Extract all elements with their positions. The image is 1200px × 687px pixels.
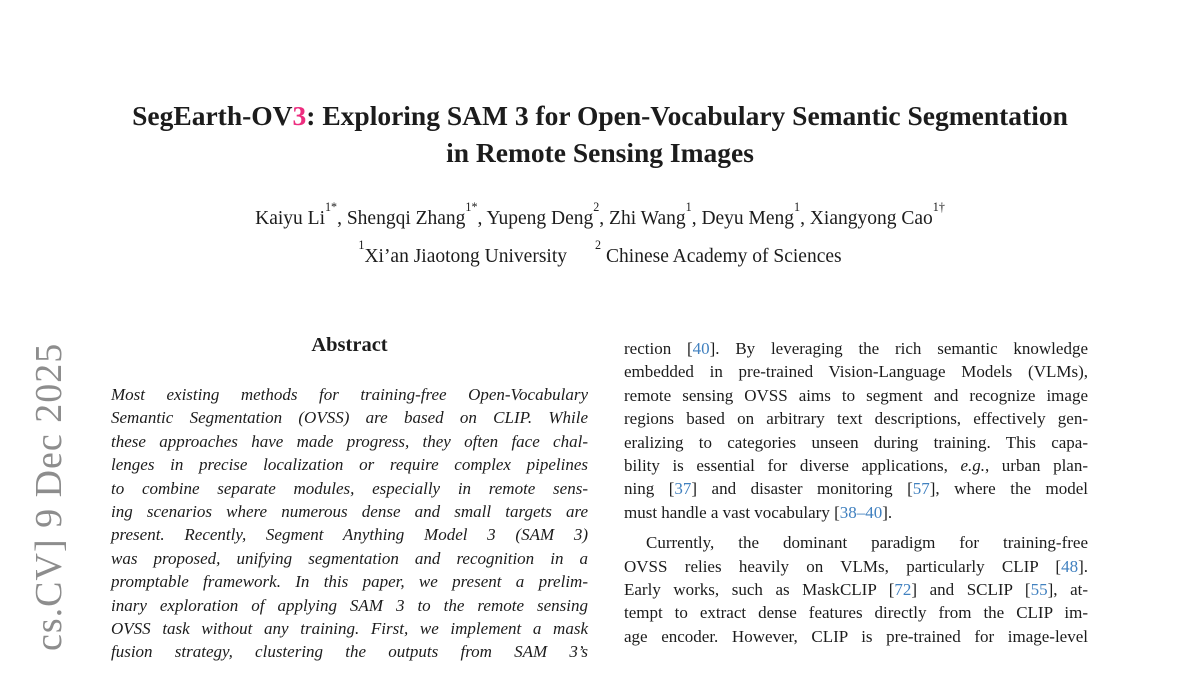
author-name: Shengqi Zhang: [346, 208, 466, 229]
text-line: [624, 625, 1088, 648]
text-line: [624, 384, 1088, 407]
text-segment: age encoder. However, CLIP is pre-trained for image-level: [624, 626, 1088, 646]
author-sup: 2: [593, 200, 600, 215]
text-segment: e.g.: [960, 455, 985, 475]
author-sep: ,: [800, 208, 810, 229]
author-sep: ,: [477, 208, 487, 229]
text-segment: ], where the model: [929, 479, 1088, 499]
citation-link[interactable]: 48: [1061, 556, 1079, 576]
citation-link[interactable]: 55: [1030, 579, 1048, 599]
citation-link[interactable]: 40: [692, 339, 710, 358]
intro-paragraph-1: [624, 337, 1088, 524]
author: [346, 200, 487, 229]
author-sep: ,: [337, 208, 347, 229]
text-line: [624, 578, 1088, 601]
title-text-pre: SegEarth-OV: [132, 100, 293, 131]
text-segment: ing scenarios where numerous dense and small targets are: [111, 501, 588, 521]
text-line: [624, 360, 1088, 383]
text-segment: eralizing to categories unseen during training. This capa-: [624, 432, 1088, 452]
author-name: Kaiyu Li: [255, 208, 325, 229]
citation-link[interactable]: 72: [894, 579, 912, 599]
text-segment: fusion strategy, clustering the outputs from SAM 3’s: [111, 642, 588, 662]
abstract-text: [111, 383, 588, 664]
text-line: [624, 337, 1088, 360]
affiliation: [595, 238, 842, 267]
author: [609, 200, 702, 229]
text-segment: Currently, the dominant paradigm for training-free: [646, 533, 1088, 553]
author-sup: 1: [685, 200, 692, 215]
text-line: [111, 617, 588, 640]
text-line: [111, 453, 588, 476]
citation-link[interactable]: 38–40: [839, 502, 883, 522]
text-segment: was proposed, unifying segmentation and recognition in a: [111, 548, 588, 568]
text-segment: ], at-: [1047, 579, 1089, 599]
text-segment: tempt to extract dense features directly from the CLIP im-: [624, 603, 1088, 623]
text-line: [111, 547, 588, 570]
text-line: [624, 555, 1088, 578]
title-text-post: : Exploring SAM 3 for Open-Vocabulary Semantic Segmentation: [306, 100, 1068, 131]
title-accent-3: 3: [292, 100, 307, 131]
text-segment: ].: [1078, 556, 1088, 576]
affiliation-name: Xi’an Jiaotong University: [364, 246, 567, 267]
author: [701, 200, 810, 229]
author-list: [0, 200, 1200, 232]
author-name: Yupeng Deng: [486, 208, 594, 229]
title-line-1: [0, 97, 1200, 134]
paper-title: [0, 97, 1200, 171]
author-name: Deyu Meng: [701, 208, 795, 229]
citation-link[interactable]: 37: [674, 479, 692, 499]
intro-paragraph-2: [624, 531, 1088, 648]
text-line: [111, 430, 588, 453]
text-line: [111, 383, 588, 406]
affiliation-list: [0, 238, 1200, 270]
text-segment: lenges in precise localization or require complex pipelines: [111, 455, 588, 475]
text-line: [624, 454, 1088, 477]
affiliation-sup: 2: [595, 238, 602, 253]
text-segment: promptable framework. In this paper, we present a prelim-: [111, 572, 588, 592]
affiliation-name: Chinese Academy of Sciences: [606, 246, 842, 267]
text-line: [111, 500, 588, 523]
author-sup: 1†: [932, 200, 945, 215]
author-sep: ,: [691, 208, 702, 229]
author: [809, 200, 945, 229]
author-name: Xiangyong Cao: [809, 208, 933, 229]
text-segment: OVSS relies heavily on VLMs, particularly CLIP [: [624, 556, 1062, 576]
intro-column: [624, 337, 1088, 648]
text-line: [624, 431, 1088, 454]
author-sup: 1*: [465, 200, 478, 215]
title-line-2: in Remote Sensing Images: [446, 137, 754, 168]
text-segment: to combine separate modules, especially in remote sens-: [111, 478, 588, 498]
arxiv-watermark: cs.CV] 9 Dec 2025: [28, 342, 70, 651]
text-line: [111, 594, 588, 617]
text-segment: ning [: [624, 479, 675, 499]
text-segment: embedded in pre-trained Vision-Language Models (VLMs),: [624, 362, 1088, 382]
text-segment: bility is essential for diverse applications,: [624, 455, 961, 475]
text-segment: OVSS task without any training. First, we implement a mask: [111, 618, 588, 638]
text-segment: Most existing methods for training-free Open-Vocabulary: [111, 385, 588, 404]
text-segment: must handle a vast vocabulary [: [624, 502, 840, 522]
text-line: [624, 531, 1088, 554]
text-line: [111, 477, 588, 500]
author-sup: 1*: [324, 200, 338, 215]
text-segment: regions based on arbitrary text descriptions, effectively gen-: [624, 409, 1088, 429]
affiliation: [358, 238, 567, 267]
text-segment: Semantic Segmentation (OVSS) are based on CLIP. While: [111, 408, 588, 428]
text-line: [111, 523, 588, 546]
text-line: [624, 407, 1088, 430]
text-segment: ]. By leveraging the rich semantic knowledge: [709, 339, 1088, 358]
text-line: [111, 570, 588, 593]
affiliation-sup: 1: [358, 238, 365, 253]
author-sup: 1: [794, 200, 801, 215]
text-segment: Early works, such as MaskCLIP [: [624, 579, 895, 599]
text-segment: these approaches have made progress, they often face chal-: [111, 431, 588, 451]
text-segment: remote sensing OVSS aims to segment and recognize image: [624, 385, 1088, 405]
text-segment: ].: [882, 502, 893, 522]
text-segment: ] and disaster monitoring [: [691, 479, 913, 499]
text-line: [624, 601, 1088, 624]
abstract-heading: Abstract: [311, 334, 388, 356]
author-name: Zhi Wang: [609, 208, 686, 229]
text-line: [624, 477, 1088, 500]
text-segment: , urban plan-: [985, 455, 1089, 475]
text-segment: inary exploration of applying SAM 3 to the remote sensing: [111, 595, 588, 615]
text-segment: present. Recently, Segment Anything Model 3 (SAM 3): [111, 525, 588, 545]
citation-link[interactable]: 57: [912, 479, 930, 499]
author-sep: ,: [599, 208, 610, 229]
text-line: [111, 640, 588, 663]
text-segment: rection [: [624, 339, 693, 358]
author: [255, 200, 347, 229]
author: [486, 200, 610, 229]
text-segment: ] and SCLIP [: [911, 579, 1031, 599]
text-line: [111, 406, 588, 429]
